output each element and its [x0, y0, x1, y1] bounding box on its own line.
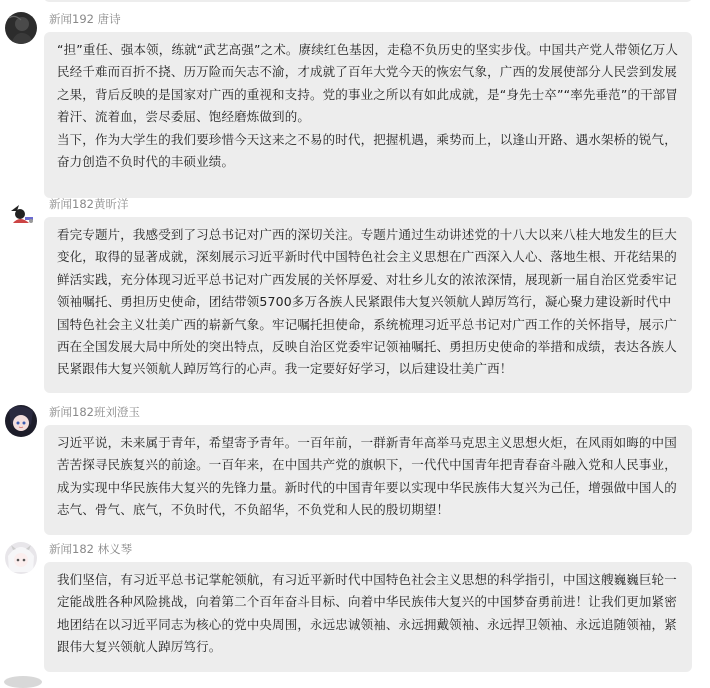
comment-text: “担”重任、强本领，练就“武艺高强”之术。赓续红色基因，走稳不负历史的坚实步伐。中国共产党人带领亿万人民经千难而百折不挠、历万险而矢志不渝，才成就了百年大党今天的恢宏气象，广西的发展使部分人民尝到发展之果，背后反映的是国家对广西的重视和支持。党的事业之所以有如此成就，是“身先士卒”“率先垂范”的干部冒着汗、流着血，尝尽委屈、饱经磨炼做到的。	[57, 42, 679, 125]
comment-text: 习近平说，未来属于青年，希望寄予青年。一百年前，一群新青年高举马克思主义思想火炬，在风雨如晦的中国苦苦探寻民族复兴的前途。一百年来，在中国共产党的旗帜下，一代代中国青年把青春奋斗融入党和人民事业，成为实现中华民族伟大复兴的先锋力量。新时代的中国青年要以实现中华民族伟大复兴为己任，增强做中国人的志气、骨气、底气，不负时代，不负韶华，不负党和人民的殷切期望！	[57, 435, 677, 518]
sender-name[interactable]: 新闻182班刘澄玉	[49, 405, 140, 419]
comment-bubble	[44, 425, 692, 535]
sender-name[interactable]: 新闻182黄昕洋	[49, 197, 129, 211]
comment-text: 当下，作为大学生的我们要珍惜今天这来之不易的时代，把握机遇，乘势而上，以逢山开路、遇水架桥的锐气，奋力创造不负时代的丰硕业绩。	[57, 131, 677, 170]
sender-name[interactable]: 新闻182 林义琴	[49, 542, 133, 556]
next-avatar-edge	[4, 676, 42, 688]
comment-text: 我们坚信，有习近平总书记掌舵领航，有习近平新时代中国特色社会主义思想的科学指引，中国这艘巍巍巨轮一定能战胜各种风险挑战，向着第二个百年奋斗目标、向着中华民族伟大复兴的中国梦奋勇前进！让我们更加紧密地团结在以习近平同志为核心的党中央周围，永远忠诚领袖、永远拥戴领袖、永远捍卫领袖、永远追随领袖，紧跟伟大复兴领航人踔厉笃行。	[57, 572, 677, 655]
comment-bubble	[44, 562, 692, 672]
anime-avatar-icon[interactable]	[5, 199, 37, 231]
previous-message-bubble-edge	[44, 0, 692, 2]
anime-girl-avatar-icon[interactable]	[5, 405, 37, 437]
comment-bubble	[44, 217, 692, 393]
dark-avatar-icon[interactable]	[5, 12, 37, 44]
comment-bubble	[44, 32, 692, 198]
comment-text: 看完专题片，我感受到了习总书记对广西的深切关注。专题片通过生动讲述党的十八大以来八桂大地发生的巨大变化，取得的显著成就，深刻展示习近平新时代中国特色社会主义思想在广西深入人心、落地生根、开花结果的鲜活实践，充分体现习近平总书记对广西发展的关怀厚爱、对壮乡儿女的浓浓深情，展现新一届自治区党委牢记领袖嘱托、勇担历史使命，团结带领5700多万各族人民紧跟伟大复兴领航人踔厉笃行，凝心聚力建设新时代中国特色社会主义壮美广西的崭新气象。牢记嘱托担使命，系统梳理习近平总书记对广西工作的关怀指导，展示广西在全国发展大局中所处的突出特点，反映自治区党委牢记领袖嘱托、勇担历史使命的举措和成绩，表达各族人民紧跟伟大复兴领航人踔厉笃行的心声。我一定要好好学习，以后建设壮美广西！	[57, 227, 677, 377]
white-hair-avatar-icon[interactable]	[5, 542, 37, 574]
sender-name[interactable]: 新闻192 唐诗	[49, 12, 121, 26]
